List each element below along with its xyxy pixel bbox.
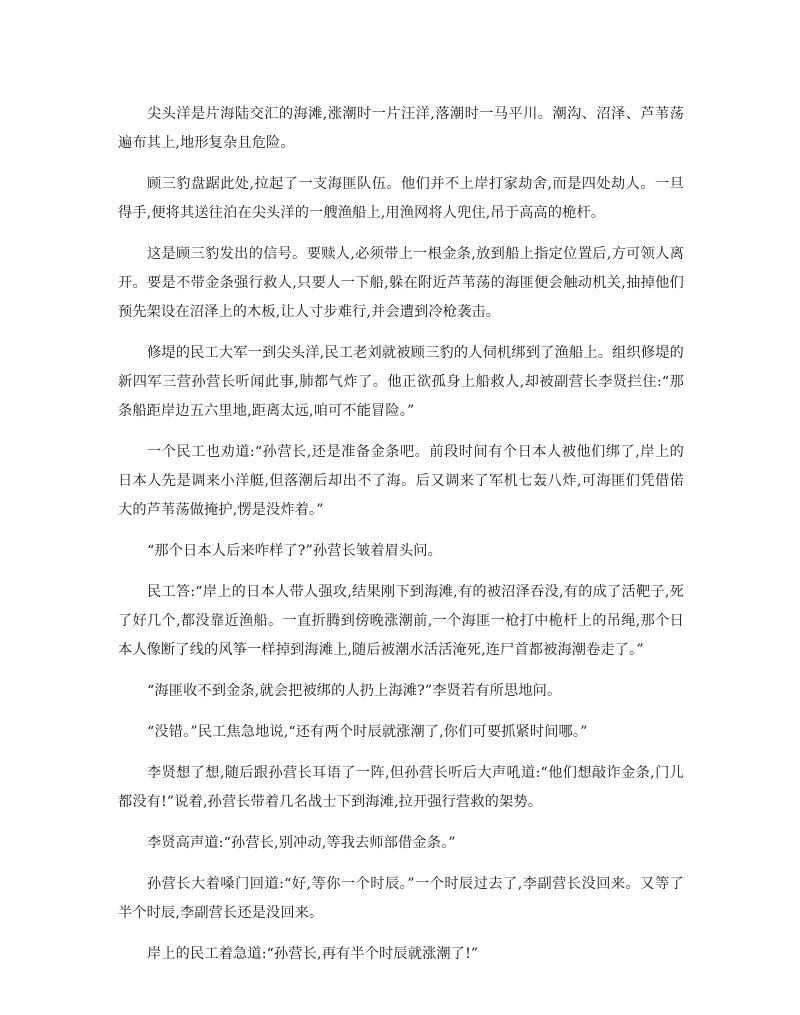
document-page <box>118 100 684 969</box>
paragraph-4: 修堤的民工大军一到尖头洋,民工老刘就被顾三豹的人伺机绑到了渔船上。组织修堤的新四军三营孙营长听闻此事,肺都气炸了。他正欲孤身上船救人,却被副营长李贤拦住:“那条船距岸边五六里地,距离太远,咱可不能冒险。” <box>118 345 684 419</box>
paragraph-12: 孙营长大着嗓门回道:“好,等你一个时辰。”一个时辰过去了,李副营长没回来。又等了半个时辰,李副营长还是没回来。 <box>118 876 684 921</box>
paragraph-9: “没错。”民工焦急地说,“还有两个时辰就涨潮了,你们可要抓紧时间哪。” <box>147 724 588 740</box>
paragraph-8: “海匪收不到金条,就会把被绑的人扔上海滩?”李贤若有所思地问。 <box>147 683 562 699</box>
paragraph-2: 顾三豹盘踞此处,拉起了一支海匪队伍。他们并不上岸打家劫舍,而是四处劫人。一旦得手,便将其送往泊在尖头洋的一艘渔船上,用渔网将人兜住,吊于高高的桅杆。 <box>118 176 684 221</box>
paragraph-7: 民工答:“岸上的日本人带人强攻,结果刚下到海滩,有的被沼泽吞没,有的成了活靶子,死了好几个,都没靠近渔船。一直折腾到傍晚涨潮前,一个海匪一枪打中桅杆上的吊绳,那个日本人像断了线的风筝一样掉到海滩上,随后被潮水活活淹死,连尸首都被海潮卷走了。” <box>118 584 684 658</box>
paragraph-3: 这是顾三豹发出的信号。要赎人,必须带上一根金条,放到船上指定位置后,方可领人离开。要是不带金条强行救人,只要人一下船,躲在附近芦苇荡的海匪便会触动机关,抽掉他们预先架设在沼泽上的木板,让人寸步难行,并会遭到冷枪袭击。 <box>118 246 684 320</box>
paragraph-5: 一个民工也劝道:“孙营长,还是准备金条吧。前段时间有个日本人被他们绑了,岸上的日本人先是调来小洋艇,但落潮后却出不了海。后又调来了军机七轰八炸,可海匪们凭借偌大的芦苇荡做掩护,愣是没炸着。” <box>118 444 684 518</box>
paragraph-1: 尖头洋是片海陆交汇的海滩,涨潮时一片汪洋,落潮时一马平川。潮沟、沼泽、芦苇荡遍布其上,地形复杂且危险。 <box>118 106 684 151</box>
paragraph-6: “那个日本人后来咋样了?”孙营长皱着眉头问。 <box>147 543 442 559</box>
paragraph-11: 李贤高声道:“孙营长,别冲动,等我去师部借金条。” <box>147 835 456 851</box>
paragraph-10: 李贤想了想,随后跟孙营长耳语了一阵,但孙营长听后大声吼道:“他们想敲诈金条,门儿都没有!”说着,孙营长带着几名战士下到海滩,拉开强行营救的架势。 <box>118 765 684 810</box>
paragraph-13: 岸上的民工着急道:“孙营长,再有半个时辰就涨潮了!” <box>147 946 479 962</box>
